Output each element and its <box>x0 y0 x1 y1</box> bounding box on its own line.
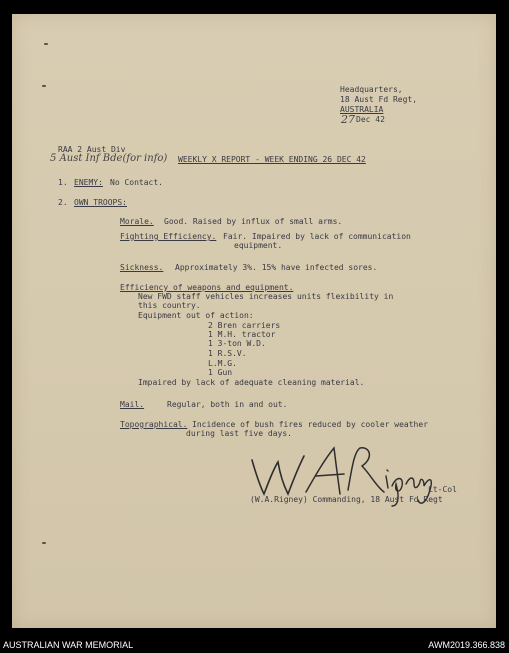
fighting-efficiency-label: Fighting Efficiency. <box>120 232 217 241</box>
section-1-number: 1. <box>58 178 68 187</box>
punch-mark <box>42 542 46 544</box>
punch-mark <box>42 85 46 87</box>
signature-rank: Lt-Col <box>428 485 457 494</box>
weapons-label: Efficiency of weapons and equipment. <box>120 283 294 292</box>
mail-text: Regular, both in and out. <box>167 400 288 409</box>
equipment-item: 1 3-ton W.D. <box>208 339 266 348</box>
morale-label: Morale. <box>120 217 154 226</box>
topographical-text: Incidence of bush fires reduced by cooler weather <box>192 420 429 429</box>
address-line-1: Headquarters, <box>340 85 403 94</box>
address-line-2: 18 Aust Fd Regt, <box>340 95 418 104</box>
sickness-label: Sickness. <box>120 263 164 272</box>
weapons-note: Impaired by lack of adequate cleaning material. <box>138 378 365 387</box>
morale-text: Good. Raised by influx of small arms. <box>164 217 343 226</box>
distribution-handwritten: 5 Aust Inf Bde(for info) <box>50 153 168 164</box>
report-title: WEEKLY X REPORT - WEEK ENDING 26 DEC 42 <box>178 155 366 164</box>
section-1-text: No Contact. <box>110 178 163 187</box>
fighting-efficiency-text-2: equipment. <box>234 241 283 250</box>
sickness-text: Approximately 3%. 15% have infected sores. <box>175 263 378 272</box>
typed-date: Dec 42 <box>356 115 385 124</box>
mail-label: Mail. <box>120 400 145 409</box>
address-line-3: AUSTRALIA <box>340 105 384 114</box>
handwritten-date-day: 27 <box>341 113 355 126</box>
equipment-item: 1 R.S.V. <box>208 349 247 358</box>
equipment-item: 1 M.H. tractor <box>208 330 276 339</box>
weapons-line-3: Equipment out of action: <box>138 311 254 320</box>
document-page <box>12 14 496 628</box>
section-2-number: 2. <box>58 198 68 207</box>
distribution-line-1: RAA 2 Aust Div <box>58 145 126 154</box>
weapons-line-1: New FWD staff vehicles increases units flexibility in <box>138 292 394 301</box>
fighting-efficiency-text: Fair. Impaired by lack of communication <box>223 232 411 241</box>
signature-line: (W.A.Rigney) Commanding, 18 Aust Fd Regt <box>250 495 443 504</box>
equipment-item: 1 Gun <box>208 368 233 377</box>
section-2-label: OWN TROOPS: <box>74 198 127 207</box>
footer-accession-number: AWM2019.366.838 <box>428 640 505 650</box>
footer-institution: AUSTRALIAN WAR MEMORIAL <box>3 640 134 650</box>
equipment-item: L.M.G. <box>208 359 237 368</box>
section-1-label: ENEMY: <box>74 178 103 187</box>
topographical-text-2: during last five days. <box>186 429 292 438</box>
punch-mark <box>44 43 48 45</box>
equipment-item: 2 Bren carriers <box>208 321 281 330</box>
topographical-label: Topographical. <box>120 420 188 429</box>
weapons-line-2: this country. <box>138 301 201 310</box>
